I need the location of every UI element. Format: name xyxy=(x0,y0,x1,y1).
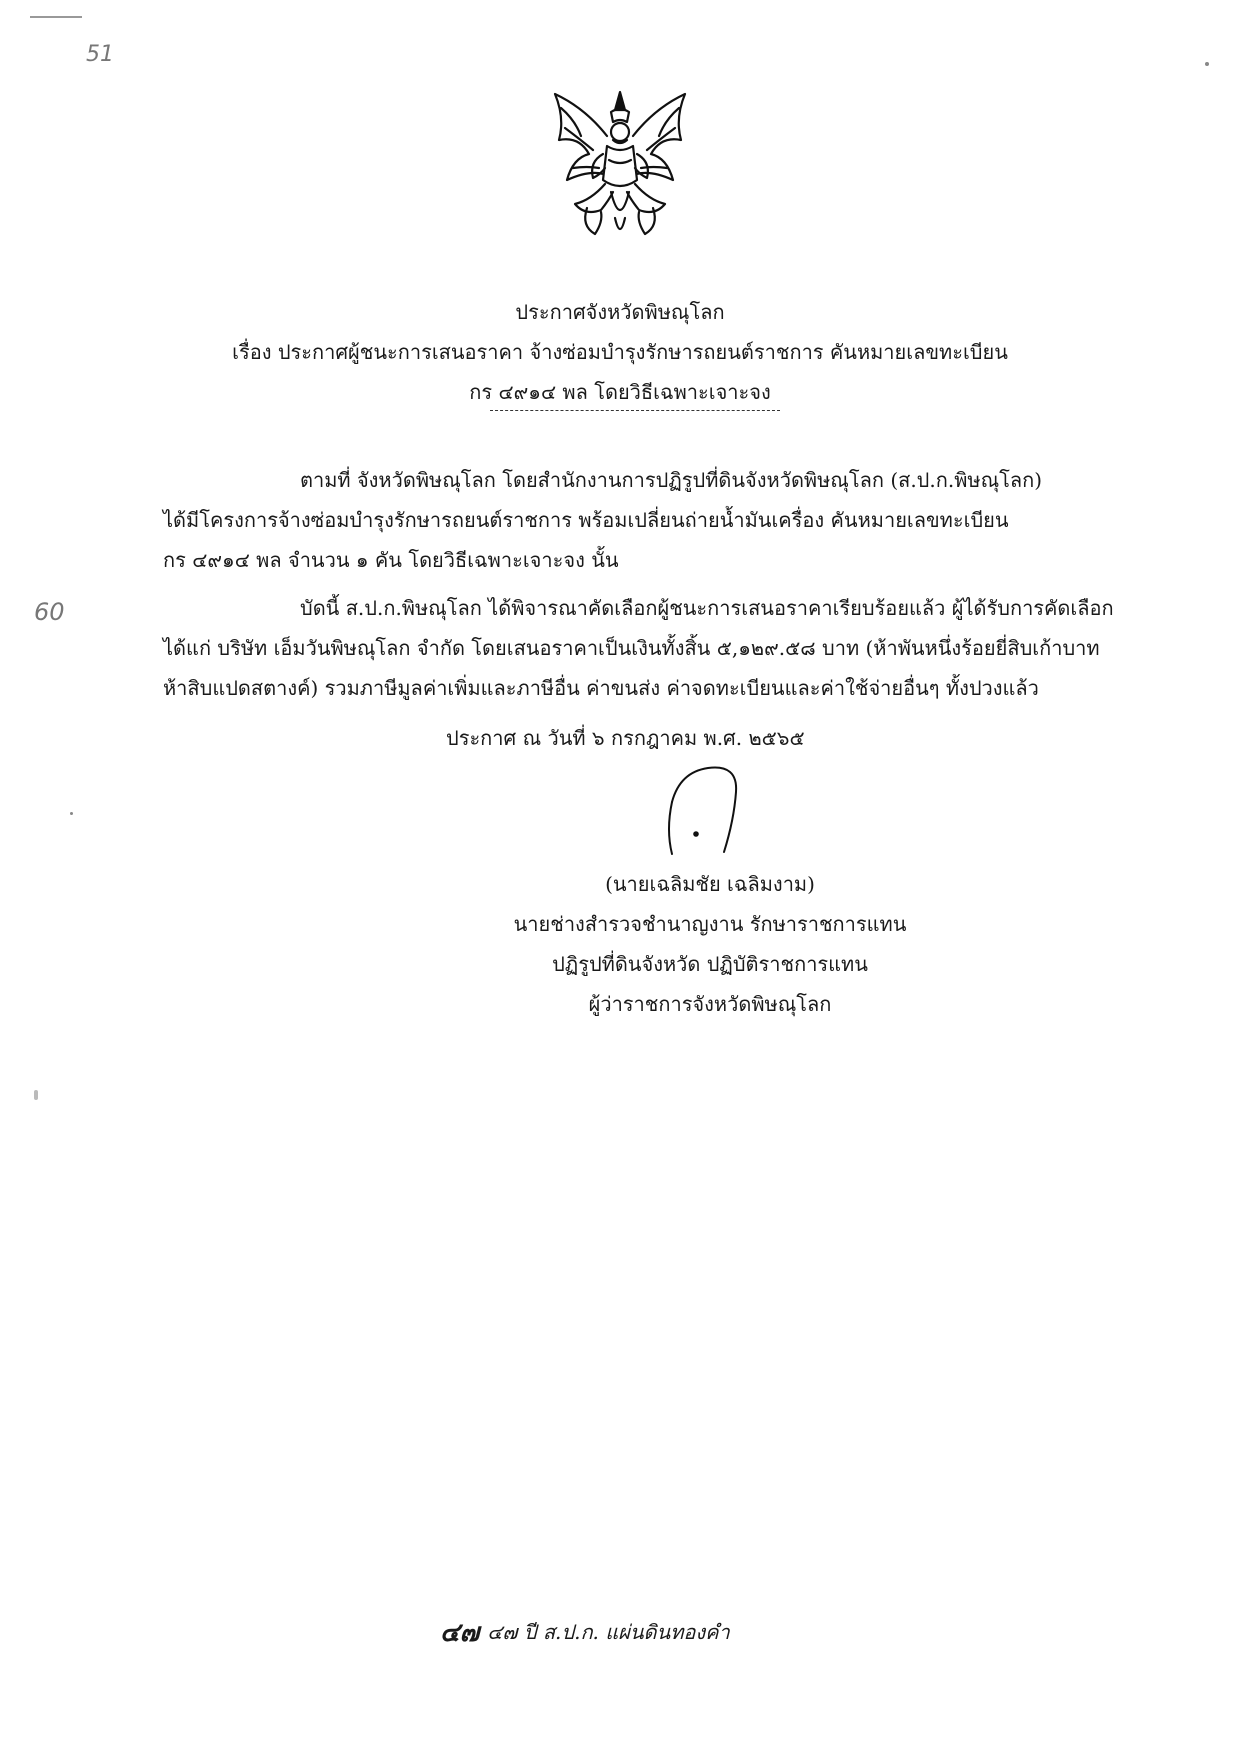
scan-mark xyxy=(34,1090,38,1100)
paragraph-2-line-2: ได้แก่ บริษัท เอ็มวันพิษณุโลก จำกัด โดยเสนอราคาเป็นเงินทั้งสิ้น ๕,๑๒๙.๕๘ บาท (ห้าพันหนึ่งร้อยยี่สิบเก้าบาท xyxy=(163,636,1100,660)
margin-handwritten-note: 60 xyxy=(34,598,65,626)
announcement-subject: เรื่อง ประกาศผู้ชนะการเสนอราคา จ้างซ่อมบำรุงรักษารถยนต์ราชการ คันหมายเลขทะเบียน xyxy=(232,340,1008,364)
anniversary-logo-icon: ๔๗ xyxy=(440,1617,480,1648)
paragraph-2-line-1: บัดนี้ ส.ป.ก.พิษณุโลก ได้พิจารณาคัดเลือกผู้ชนะการเสนอราคาเรียบร้อยแล้ว ผู้ได้รับการคัดเลือก xyxy=(300,596,1114,620)
signer-title-1: นายช่างสำรวจชำนาญงาน รักษาราชการแทน xyxy=(513,912,907,936)
corner-handwritten-note: 51 xyxy=(86,42,114,67)
header-divider xyxy=(490,410,780,411)
announcement-subject-cont: กร ๔๙๑๔ พล โดยวิธีเฉพาะเจาะจง xyxy=(469,380,771,404)
paragraph-1-line-3: กร ๔๙๑๔ พล จำนวน ๑ คัน โดยวิธีเฉพาะเจาะจง นั้น xyxy=(163,548,619,572)
announcement-date: ประกาศ ณ วันที่ ๖ กรกฎาคม พ.ศ. ๒๕๖๕ xyxy=(446,726,805,750)
paragraph-1-line-1: ตามที่ จังหวัดพิษณุโลก โดยสำนักงานการปฏิรูปที่ดินจังหวัดพิษณุโลก (ส.ป.ก.พิษณุโลก) xyxy=(300,468,1043,492)
paragraph-2-line-3: ห้าสิบแปดสตางค์) รวมภาษีมูลค่าเพิ่มและภาษีอื่น ค่าขนส่ง ค่าจดทะเบียนและค่าใช้จ่ายอื่นๆ ทั้งปวงแล้ว xyxy=(163,676,1039,700)
scan-mark xyxy=(70,812,73,815)
announcement-title: ประกาศจังหวัดพิษณุโลก xyxy=(515,300,725,324)
scan-mark xyxy=(30,16,82,18)
scan-mark xyxy=(1205,62,1209,66)
signature-scribble-icon xyxy=(650,760,760,870)
signer-title-2: ปฏิรูปที่ดินจังหวัด ปฏิบัติราชการแทน xyxy=(552,952,868,976)
signer-title-3: ผู้ว่าราชการจังหวัดพิษณุโลก xyxy=(588,992,832,1016)
footer xyxy=(440,1612,730,1652)
signer-name: (นายเฉลิมชัย เฉลิมงาม) xyxy=(605,872,815,896)
paragraph-1-line-2: ได้มีโครงการจ้างซ่อมบำรุงรักษารถยนต์ราชการ พร้อมเปลี่ยนถ่ายน้ำมันเครื่อง คันหมายเลขทะเบียน xyxy=(163,508,1009,532)
footer-slogan: ๔๗ ปี ส.ป.ก. แผ่นดินทองคำ xyxy=(487,1620,730,1644)
garuda-emblem-icon xyxy=(545,88,695,248)
